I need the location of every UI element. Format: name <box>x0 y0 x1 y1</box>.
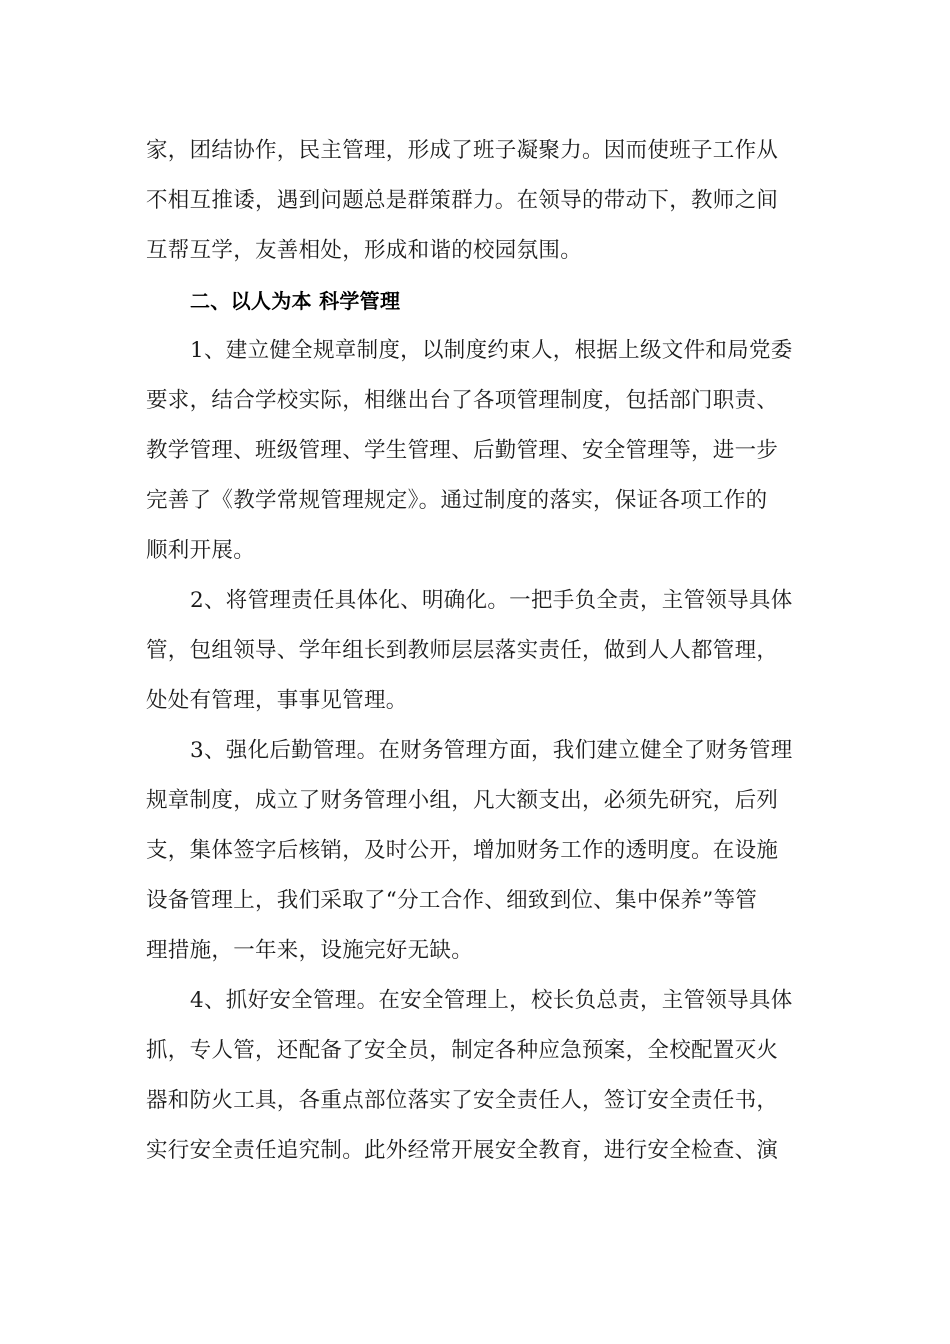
section-heading: 二、以人为本 科学管理 <box>190 289 401 313</box>
paragraph-line: 处处有管理，事事见管理。 <box>146 688 408 713</box>
paragraph-line: 实行安全责任追究制。此外经常开展安全教育，进行安全检查、演 <box>146 1138 779 1163</box>
paragraph-line: 3、强化后勤管理。在财务管理方面，我们建立健全了财务管理 <box>190 738 793 763</box>
paragraph-line: 1、建立健全规章制度，以制度约束人，根据上级文件和局党委 <box>190 338 793 363</box>
paragraph-line: 教学管理、班级管理、学生管理、后勤管理、安全管理等，进一步 <box>146 438 779 463</box>
paragraph-line: 规章制度，成立了财务管理小组，凡大额支出，必须先研究，后列 <box>146 788 779 813</box>
paragraph-line: 要求，结合学校实际，相继出台了各项管理制度，包括部门职责、 <box>146 388 779 413</box>
paragraph-line: 2、将管理责任具体化、明确化。一把手负全责，主管领导具体 <box>190 588 793 613</box>
paragraph-line: 器和防火工具，各重点部位落实了安全责任人，签订安全责任书， <box>146 1088 779 1113</box>
paragraph-line: 理措施，一年来，设施完好无缺。 <box>146 938 474 963</box>
paragraph-line: 支，集体签字后核销，及时公开，增加财务工作的透明度。在设施 <box>146 838 779 863</box>
paragraph-line: 顺利开展。 <box>146 538 256 563</box>
paragraph-line: 4、抓好安全管理。在安全管理上，校长负总责，主管领导具体 <box>190 988 793 1013</box>
paragraph-line: 管，包组领导、学年组长到教师层层落实责任，做到人人都管理， <box>146 638 779 663</box>
paragraph-line: 设备管理上，我们采取了“分工合作、细致到位、集中保养”等管 <box>146 888 758 913</box>
paragraph-line: 不相互推诿，遇到问题总是群策群力。在领导的带动下，教师之间 <box>146 188 779 213</box>
paragraph-line: 家，团结协作，民主管理，形成了班子凝聚力。因而使班子工作从 <box>146 138 779 163</box>
paragraph-line: 互帮互学，友善相处，形成和谐的校园氛围。 <box>146 238 583 263</box>
paragraph-line: 完善了《教学常规管理规定》。通过制度的落实，保证各项工作的 <box>146 488 768 513</box>
paragraph-line: 抓，专人管，还配备了安全员，制定各种应急预案，全校配置灭火 <box>146 1038 779 1063</box>
